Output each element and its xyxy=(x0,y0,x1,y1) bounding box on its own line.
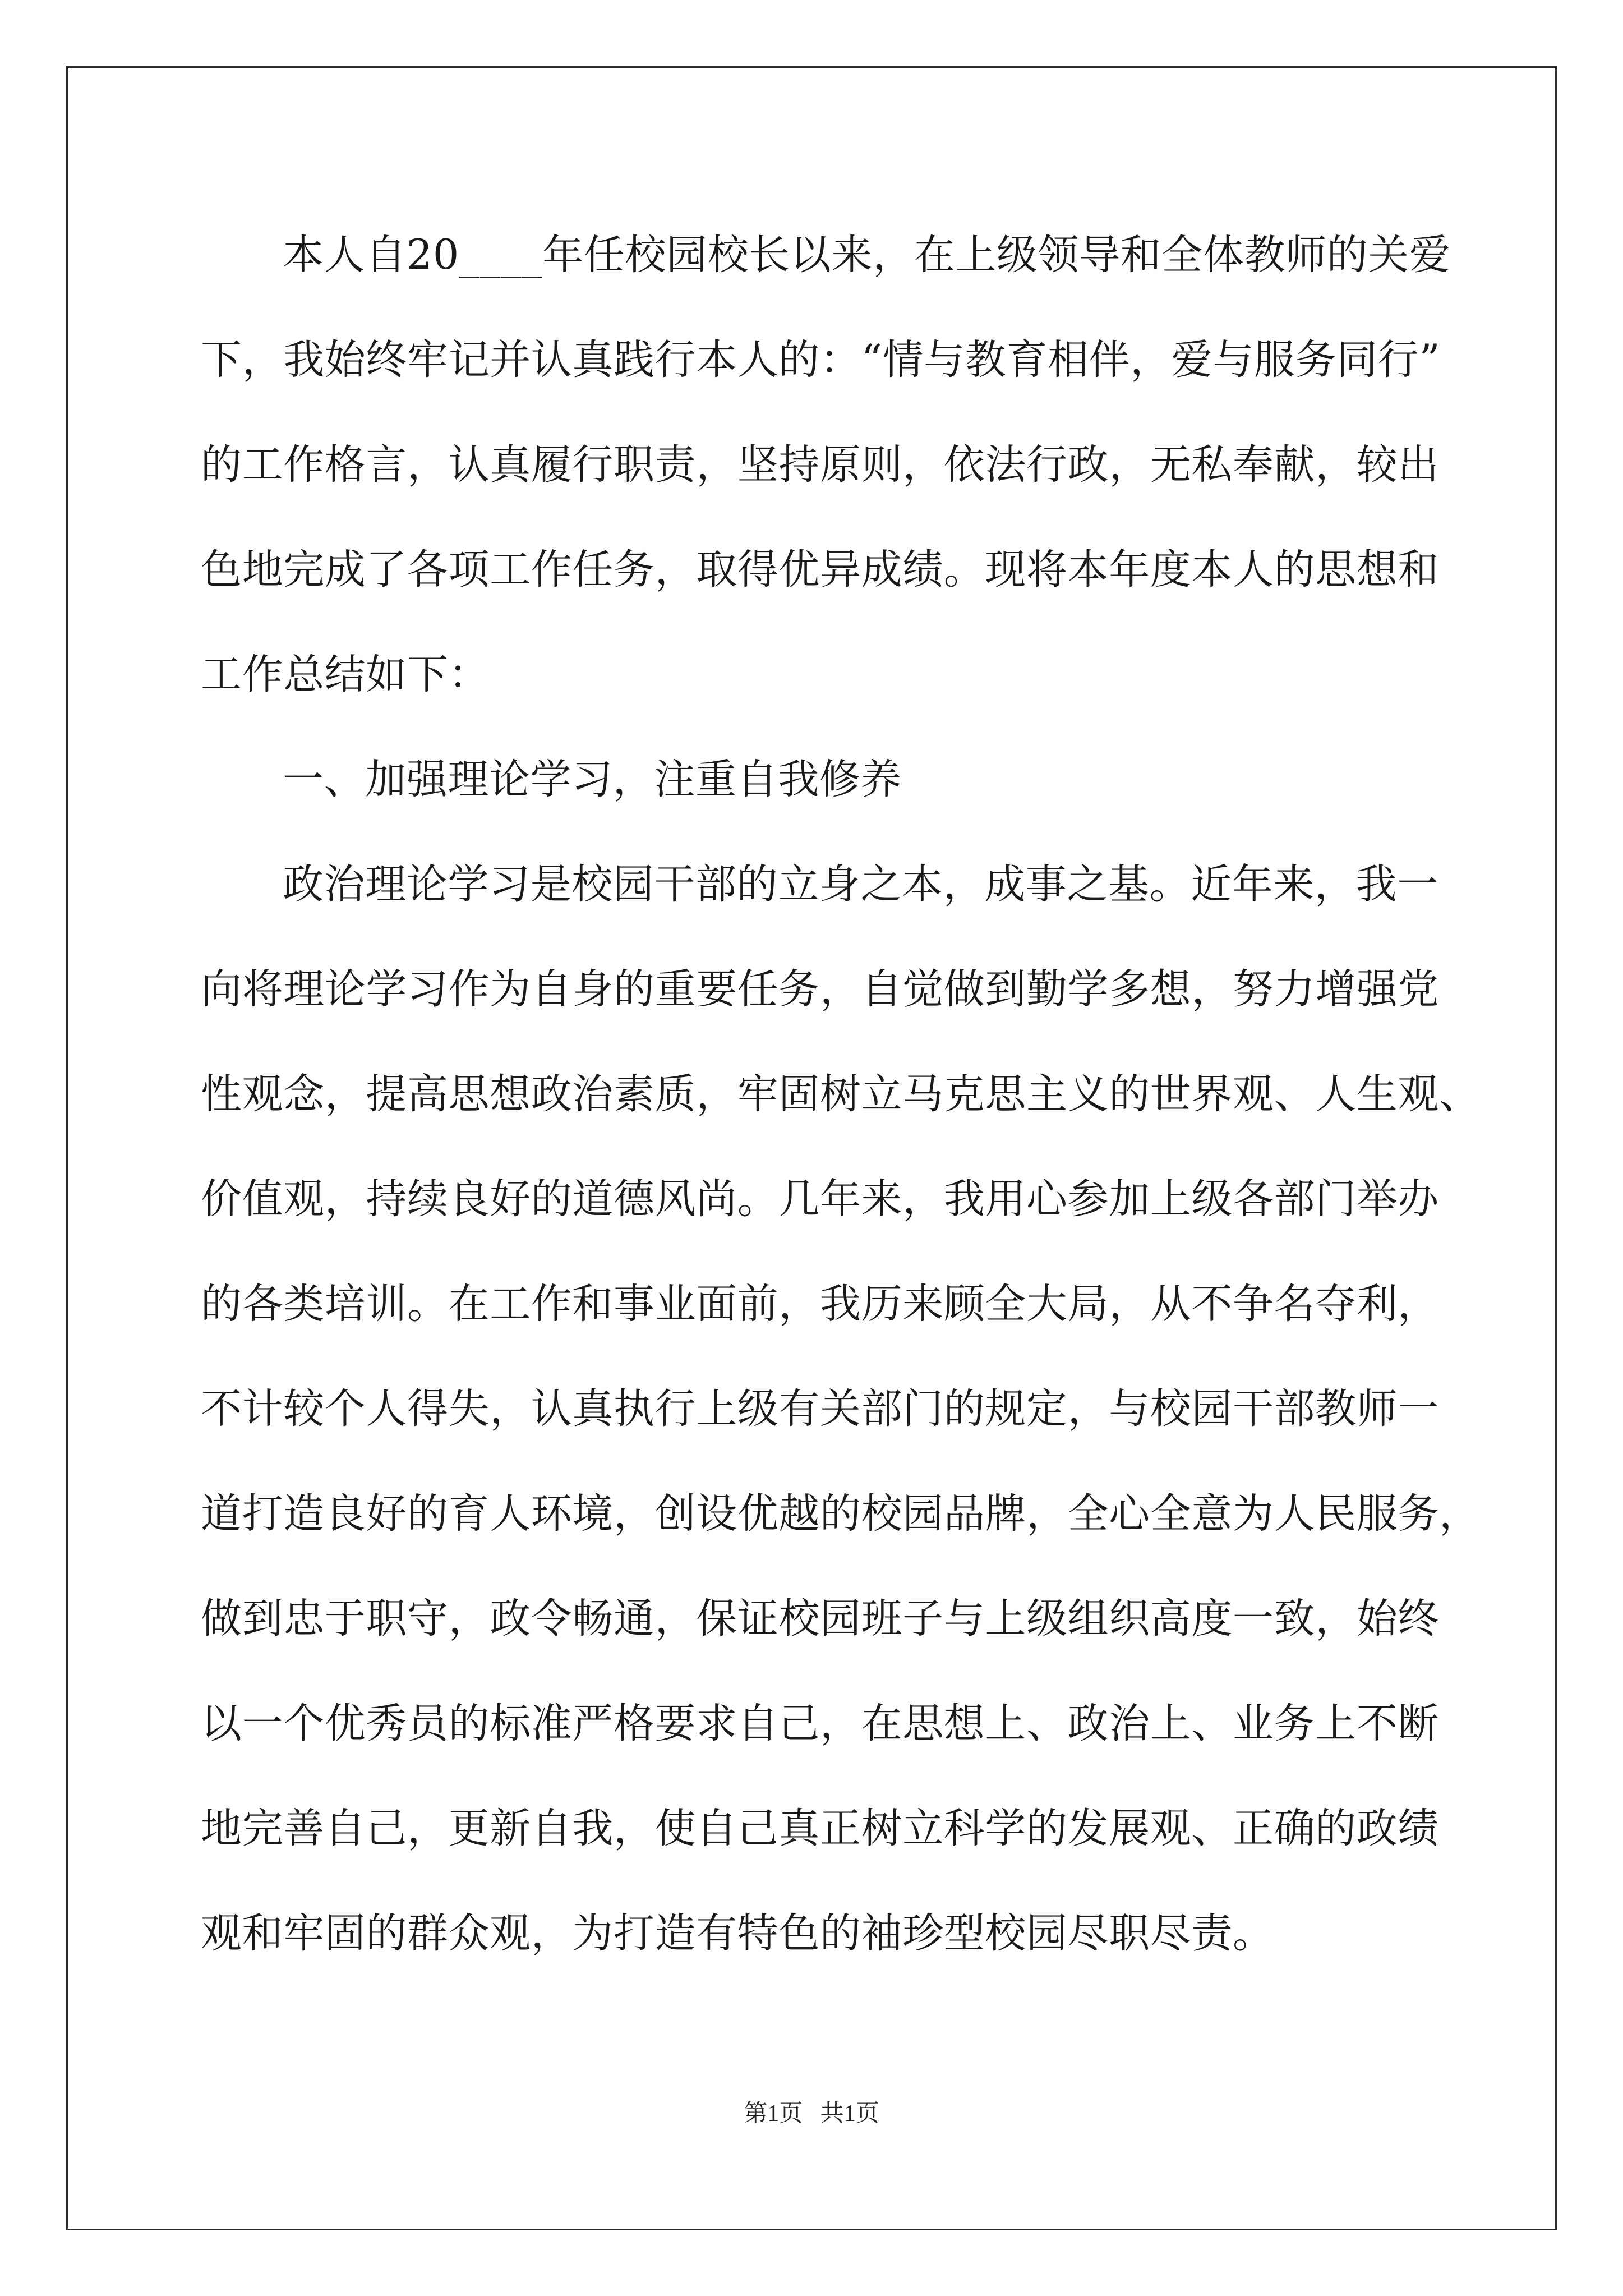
section-heading: 一、加强理论学习，注重自我修养 xyxy=(283,756,902,803)
paragraph-2-line-2: 向将理论学习作为自身的重要任务，自觉做到勤学多想，努力增强党 xyxy=(201,965,1439,1013)
paragraph-1-line-4: 色地完成了各项工作任务，取得优异成绩。现将本年度本人的思想和 xyxy=(201,546,1439,593)
paragraph-2-line-7: 道打造良好的育人环境，创设优越的校园品牌，全心全意为人民服务， xyxy=(201,1490,1481,1538)
paragraph-2-line-1: 政治理论学习是校园干部的立身之本，成事之基。近年来，我一 xyxy=(283,861,1438,908)
paragraph-2-line-5: 的各类培训。在工作和事业面前，我历来顾全大局，从不争名夺利， xyxy=(201,1280,1439,1328)
paragraph-1-line-2: 下，我始终牢记并认真践行本人的：“情与教育相伴，爱与服务同行” xyxy=(201,336,1441,384)
paragraph-2-line-11: 观和牢固的群众观，为打造有特色的袖珍型校园尽职尽责。 xyxy=(201,1910,1274,1957)
paragraph-2-line-10: 地完善自己，更新自我，使自己真正树立科学的发展观、正确的政绩 xyxy=(201,1805,1439,1852)
paragraph-2-line-9: 以一个优秀员的标准严格要求自己，在思想上、政治上、业务上不断 xyxy=(201,1700,1439,1747)
paragraph-1-line-5: 工作总结如下： xyxy=(201,651,490,698)
page-footer xyxy=(0,2097,1623,2131)
paragraph-1-line-1: 本人自20____年任校园校长以来，在上级领导和全体教师的关爱 xyxy=(283,231,1451,279)
paragraph-2-line-6: 不计较个人得失，认真执行上级有关部门的规定，与校园干部教师一 xyxy=(201,1385,1439,1433)
document-body xyxy=(201,216,1481,1999)
page-total: 共1页 xyxy=(820,2101,879,2127)
paragraph-2-line-4: 价值观，持续良好的道德风尚。几年来，我用心参加上级各部门举办 xyxy=(201,1175,1439,1223)
paragraph-1-line-3: 的工作格言，认真履行职责，坚持原则，依法行政，无私奉献，较出 xyxy=(201,441,1439,489)
page-number: 第1页 xyxy=(744,2101,803,2127)
paragraph-2-line-3: 性观念，提高思想政治素质，牢固树立马克思主义的世界观、人生观、 xyxy=(201,1070,1481,1118)
paragraph-2-line-8: 做到忠于职守，政令畅通，保证校园班子与上级组织高度一致，始终 xyxy=(201,1595,1439,1642)
